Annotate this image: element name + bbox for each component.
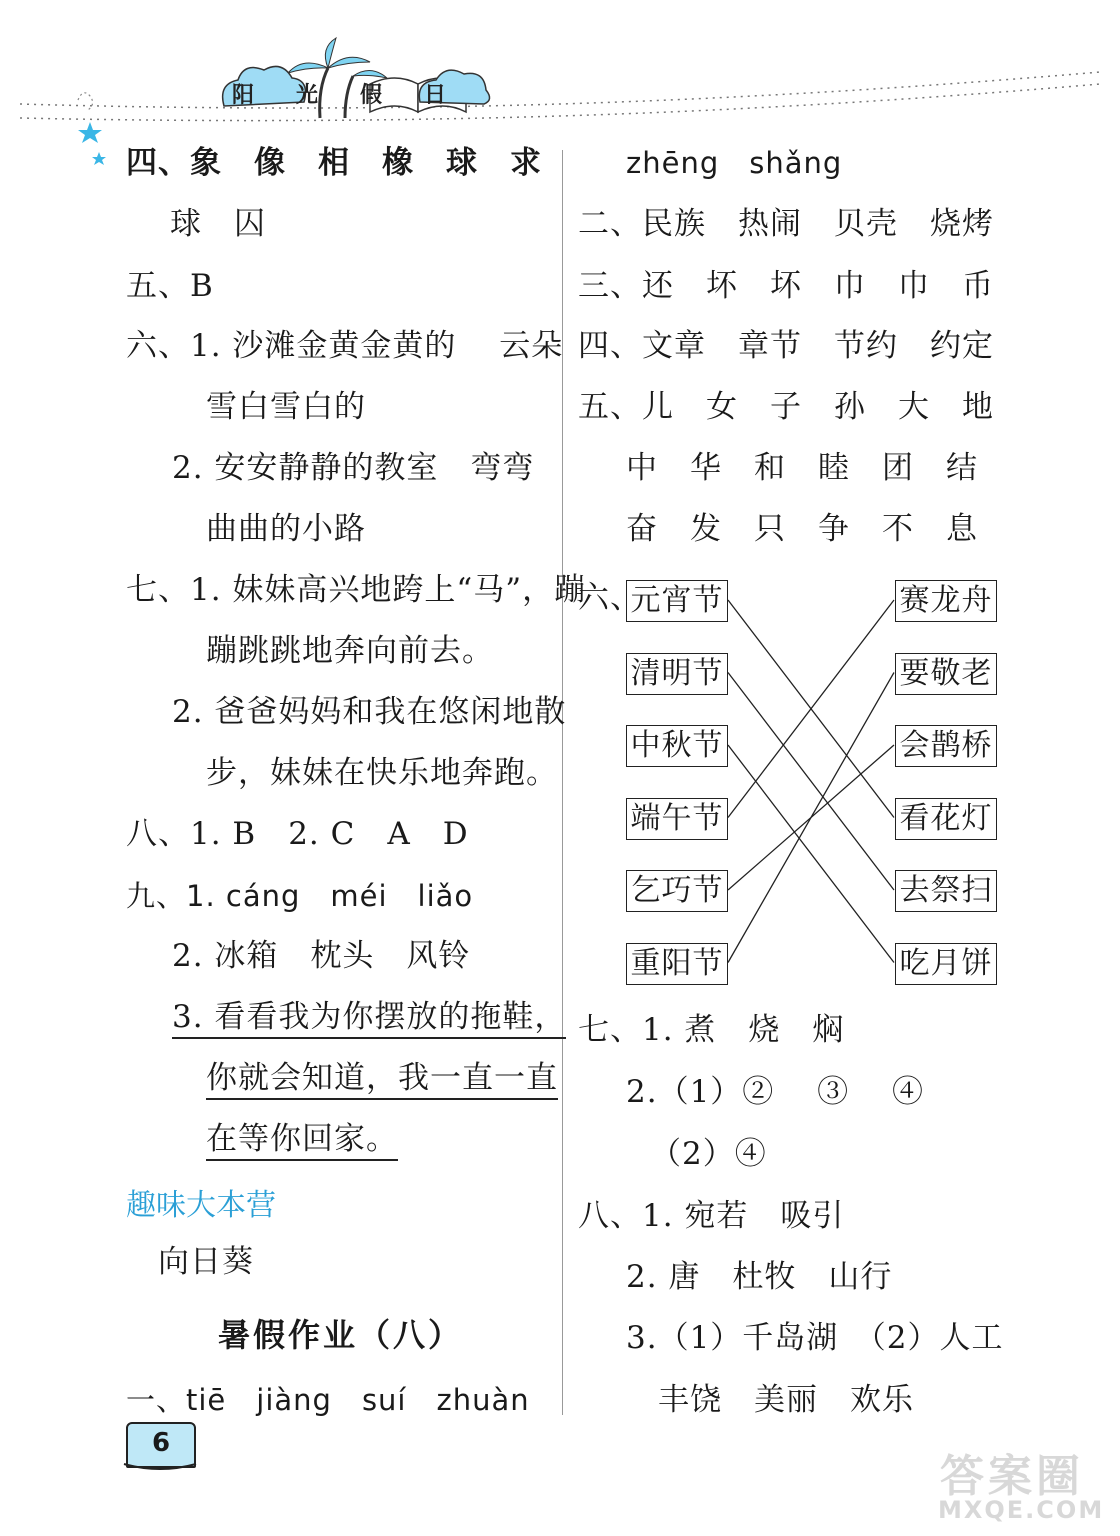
left-s4-line2: 球 囚: [170, 206, 266, 242]
left-s6-2b: 曲曲的小路: [206, 511, 366, 547]
right-s8-1: 八、1. 宛若 吸引: [578, 1198, 845, 1234]
right-s4: 四、文章 章节 节约 约定: [578, 328, 994, 364]
left-s6-2a: 2. 安安静静的教室 弯弯: [172, 450, 535, 486]
festival-box: 中秋节: [626, 725, 728, 767]
left-s8: 八、1. B 2. C A D: [126, 816, 469, 852]
right-s5-b: 中 华 和 睦 团 结: [626, 450, 978, 486]
right-s8-3b: 丰饶 美丽 欢乐: [658, 1382, 914, 1418]
custom-box: 去祭扫: [895, 870, 997, 912]
left-s4-line1: 四、象 像 相 橡 球 求: [126, 145, 542, 181]
match-line: [728, 673, 894, 891]
custom-box: 看花灯: [895, 798, 997, 840]
page-number: 6: [126, 1422, 196, 1468]
left-s6-1b: 雪白雪白的: [206, 389, 366, 425]
left-s7-1a: 七、1. 妹妹高兴地跨上“马”，蹦: [126, 572, 587, 608]
custom-box: 会鹊桥: [895, 725, 997, 767]
right-s7-2b: （2）④: [650, 1136, 767, 1172]
fun-title: 趣味大本营: [126, 1188, 276, 1223]
festival-box: 重阳节: [626, 943, 728, 985]
right-s3: 三、还 坏 坏 巾 巾 币: [578, 268, 994, 304]
match-line: [728, 673, 894, 963]
festival-box: 端午节: [626, 798, 728, 840]
left-s6-1a: 六、1. 沙滩金黄金黄的 云朵: [126, 328, 564, 364]
left-s7-2a: 2. 爸爸妈妈和我在悠闲地散: [172, 694, 567, 730]
right-s8-3: 3.（1）千岛湖 （2）人工: [626, 1320, 1004, 1356]
custom-box: 赛龙舟: [895, 580, 997, 622]
festival-box: 清明节: [626, 653, 728, 695]
custom-box: 要敬老: [895, 653, 997, 695]
right-s2: 二、民族 热闹 贝壳 烧烤: [578, 206, 994, 242]
fun-answer: 向日葵: [158, 1244, 254, 1280]
right-s8-2: 2. 唐 杜牧 山行: [626, 1259, 893, 1295]
right-pinyin-continued: zhēng shǎng: [626, 146, 843, 180]
left-s5: 五、B: [126, 268, 214, 304]
festival-box: 元宵节: [626, 580, 728, 622]
book-base-icon: [122, 1462, 198, 1476]
right-s7-2: 2.（1）② ③ ④: [626, 1074, 925, 1110]
left-s7-1b: 蹦跳跳地奔向前去。: [206, 633, 494, 669]
right-s7-1: 七、1. 煮 烧 焖: [578, 1012, 845, 1048]
underlined-text: 在等你回家。: [206, 1121, 398, 1161]
right-s6-label: 六、: [578, 580, 642, 616]
watermark-line1: 答案圈: [940, 1451, 1084, 1502]
match-line: [728, 745, 894, 963]
custom-box: 吃月饼: [895, 943, 997, 985]
section-title: 暑假作业（八）: [218, 1316, 464, 1354]
right-s5-c: 奋 发 只 争 不 息: [626, 511, 978, 547]
left-s1: 一、tiē jiàng suí zhuàn: [126, 1383, 530, 1417]
festival-box: 乞巧节: [626, 870, 728, 912]
right-s5-a: 五、儿 女 子 孙 大 地: [578, 389, 994, 425]
underlined-text: 你就会知道，我一直一直: [206, 1060, 558, 1100]
left-s9-2: 2. 冰箱 枕头 风铃: [172, 938, 471, 974]
left-s7-2b: 步，妹妹在快乐地奔跑。: [206, 755, 558, 791]
left-s9-1: 九、1. cáng méi liǎo: [126, 879, 474, 913]
underlined-text: 3. 看看我为你摆放的拖鞋，: [172, 999, 566, 1039]
watermark-line2: MXQE.COM: [938, 1496, 1105, 1524]
header-logo-text: 阳光假日: [232, 83, 489, 108]
